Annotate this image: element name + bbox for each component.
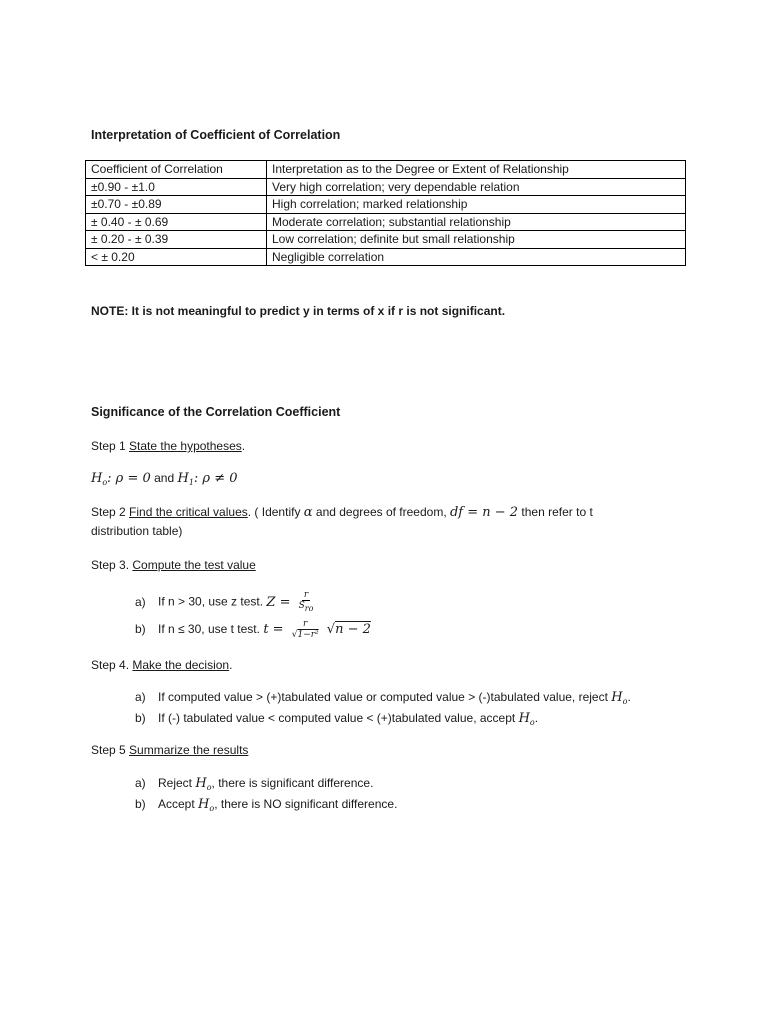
- item-post: , there is significant difference.: [211, 776, 374, 790]
- null-hypothesis: [91, 471, 151, 486]
- table-cell-interpretation: Low correlation; definite but small relationship: [267, 231, 686, 249]
- correlation-table: [85, 160, 686, 266]
- z-formula: [266, 590, 317, 613]
- h0-subscript: o: [102, 478, 108, 487]
- table-cell-coefficient: ± 0.40 - ± 0.69: [86, 213, 267, 231]
- step-1-suffix: .: [241, 439, 246, 453]
- item-marker: b): [135, 711, 146, 725]
- item-text: If computed value > (+)tabulated value or computed value > (-)tabulated value, reject: [158, 690, 612, 704]
- item-text: If (-) tabulated value < computed value < (+)tabulated value, accept: [158, 711, 519, 725]
- table-row: [86, 213, 686, 231]
- sqrt-symbol: √: [291, 630, 298, 640]
- item-pre: Accept: [158, 797, 199, 811]
- table-row: [86, 196, 686, 214]
- ho-symbol: $H_o$: [518, 711, 535, 727]
- t-fraction: [290, 619, 321, 640]
- step-5: [91, 742, 248, 758]
- table-cell-coefficient: ±0.90 - ±1.0: [86, 178, 267, 196]
- item-text: If n ≤ 30, use t test.: [158, 622, 260, 636]
- h1-expression: : ρ ≠ 0: [193, 471, 238, 486]
- step-3-label: Step 3.: [91, 558, 133, 572]
- step-4-suffix: .: [229, 658, 233, 672]
- table-cell-coefficient: ±0.70 - ±0.89: [86, 196, 267, 214]
- z-numerator: r: [303, 590, 309, 600]
- step-2-text-a: . ( Identify: [247, 505, 304, 519]
- item-marker: b): [135, 622, 146, 636]
- hypotheses-conjunction: and: [150, 471, 178, 485]
- table-cell-interpretation: Negligible correlation: [267, 248, 686, 266]
- step-5-item-b: [135, 796, 397, 817]
- step-2-label: Step 2: [91, 505, 130, 519]
- z-lhs: Z =: [266, 594, 295, 610]
- step-3-title: Compute the test value: [132, 558, 256, 572]
- table-row: [86, 248, 686, 266]
- item-end: .: [534, 711, 539, 725]
- hypotheses-line: [91, 470, 238, 491]
- item-marker: a): [135, 594, 146, 609]
- table-cell-coefficient: < ± 0.20: [86, 248, 267, 266]
- step-4-item-b: [135, 710, 538, 731]
- step-4-item-a: [135, 689, 631, 710]
- t-tail-radicand: n − 2: [335, 622, 371, 637]
- item-marker: b): [135, 797, 146, 811]
- step-5-item-a: [135, 775, 373, 796]
- step-3-item-a: [135, 590, 317, 614]
- step-2-continuation: distribution table): [91, 524, 183, 538]
- significance-heading: Significance of the Correlation Coefficient: [91, 405, 341, 419]
- alpha-symbol: α: [303, 505, 313, 520]
- table-header-row: [86, 161, 686, 179]
- t-denominator: [290, 630, 321, 640]
- ho-symbol: $H_o$: [198, 797, 215, 813]
- df-expression: df = n − 2: [449, 505, 519, 520]
- h1-symbol: H: [177, 471, 189, 486]
- ho-symbol: $H_o$: [195, 776, 212, 792]
- item-post: , there is NO significant difference.: [214, 797, 398, 811]
- table-cell-coefficient: ± 0.20 - ± 0.39: [86, 231, 267, 249]
- z-fraction: [297, 590, 316, 614]
- step-3-item-b: [135, 619, 371, 640]
- t-formula: [263, 619, 371, 640]
- table-row: [86, 231, 686, 249]
- correlation-heading: Interpretation of Coefficient of Correlation: [91, 128, 341, 142]
- alternative-hypothesis: [177, 471, 237, 486]
- step-1-label: Step 1: [91, 439, 130, 453]
- table-cell-interpretation: High correlation; marked relationship: [267, 196, 686, 214]
- item-marker: a): [135, 690, 146, 704]
- item-pre: Reject: [158, 776, 196, 790]
- step-1-title: State the hypotheses: [129, 439, 242, 453]
- t-numerator: r: [303, 619, 308, 629]
- z-denominator: [297, 601, 316, 614]
- item-end: .: [627, 690, 631, 704]
- significance-note: NOTE: It is not meaningful to predict y in terms of x if r is not significant.: [91, 304, 506, 318]
- item-marker: a): [135, 776, 146, 790]
- h0-expression: : ρ = 0: [107, 471, 151, 486]
- step-4-title: Make the decision: [132, 658, 230, 672]
- table-row: [86, 178, 686, 196]
- step-2-title: Find the critical values: [129, 505, 248, 519]
- table-header-interpretation: Interpretation as to the Degree or Extent of Relationship: [267, 161, 686, 179]
- table-cell-interpretation: Moderate correlation; substantial relationship: [267, 213, 686, 231]
- z-den-subscript: ro: [304, 604, 314, 613]
- z-den-symbol: S: [298, 601, 305, 611]
- item-text: If n > 30, use z test.: [158, 594, 264, 609]
- table-header-coefficient: Coefficient of Correlation: [86, 161, 267, 179]
- step-2-text-c: then refer to t: [518, 505, 593, 519]
- step-5-title: Summarize the results: [129, 743, 249, 757]
- t-lhs: t =: [263, 622, 288, 637]
- step-2-text-b: and degrees of freedom,: [312, 505, 450, 519]
- step-1: [91, 438, 245, 454]
- table-cell-interpretation: Very high correlation; very dependable relation: [267, 178, 686, 196]
- step-4: [91, 657, 232, 673]
- t-den-radicand: 1−r²: [297, 630, 319, 640]
- step-4-label: Step 4.: [91, 658, 133, 672]
- h1-subscript: 1: [188, 478, 194, 487]
- step-5-label: Step 5: [91, 743, 130, 757]
- h0-symbol: H: [91, 471, 103, 486]
- ho-symbol: $H_o$: [611, 690, 628, 706]
- sqrt-symbol: √: [326, 622, 336, 637]
- step-3: [91, 557, 256, 573]
- step-2: [91, 504, 593, 521]
